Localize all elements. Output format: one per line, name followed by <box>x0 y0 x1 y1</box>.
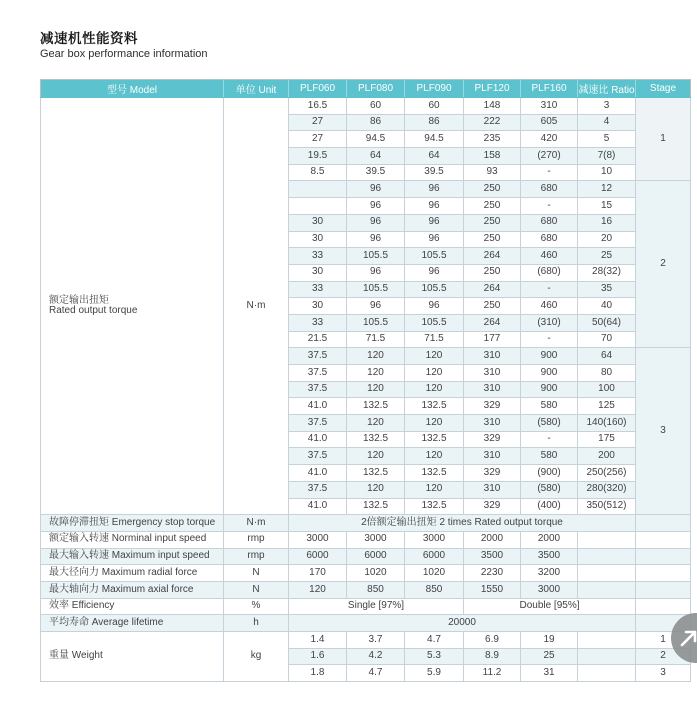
table-cell: 39.5 <box>347 164 405 181</box>
stage-cell: 1 <box>636 98 691 181</box>
table-cell: (310) <box>521 314 578 331</box>
table-cell: 350(512) <box>578 498 636 515</box>
table-cell: 41.0 <box>289 431 347 448</box>
table-cell: 71.5 <box>347 331 405 348</box>
table-cell: 37.5 <box>289 481 347 498</box>
table-cell: 64 <box>405 148 464 165</box>
table-row <box>41 98 691 115</box>
table-cell: 3000 <box>347 531 405 548</box>
table-cell: 8.9 <box>464 648 521 665</box>
table-cell: 33 <box>289 314 347 331</box>
table-cell: 5.3 <box>405 648 464 665</box>
table-cell: 120 <box>347 448 405 465</box>
page-title: 减速机性能资料 <box>40 31 138 46</box>
table-cell: 132.5 <box>405 498 464 515</box>
table-cell: 16 <box>578 214 636 231</box>
column-header: PLF080 <box>347 80 405 98</box>
table-cell: 264 <box>464 248 521 265</box>
table-cell: 250 <box>464 231 521 248</box>
table-cell: 96 <box>405 231 464 248</box>
table-cell: 329 <box>464 465 521 482</box>
table-cell: 120 <box>405 348 464 365</box>
table-cell: 170 <box>289 565 347 582</box>
table-cell: - <box>521 198 578 215</box>
table-cell: (270) <box>521 148 578 165</box>
table-cell: 1550 <box>464 581 521 598</box>
table-header-row <box>41 80 691 98</box>
table-cell: 30 <box>289 214 347 231</box>
table-cell: 25 <box>521 648 578 665</box>
table-cell: 8.5 <box>289 164 347 181</box>
table-row <box>41 565 691 582</box>
table-cell: 35 <box>578 281 636 298</box>
table-cell: 96 <box>347 298 405 315</box>
table-cell: 105.5 <box>347 248 405 265</box>
table-cell: 105.5 <box>405 314 464 331</box>
table-cell: 310 <box>464 481 521 498</box>
table-cell: 329 <box>464 498 521 515</box>
table-cell: 120 <box>405 481 464 498</box>
table-cell <box>578 531 636 548</box>
table-cell: 120 <box>347 415 405 432</box>
table-cell: 605 <box>521 114 578 131</box>
table-cell: 4 <box>578 114 636 131</box>
page-subtitle: Gear box performance information <box>40 48 208 60</box>
table-cell: 280(320) <box>578 481 636 498</box>
table-cell: (900) <box>521 465 578 482</box>
table-cell: - <box>521 164 578 181</box>
column-header: PLF090 <box>405 80 464 98</box>
table-cell: 264 <box>464 314 521 331</box>
table-cell: 2230 <box>464 565 521 582</box>
table-cell: 250 <box>464 181 521 198</box>
table-cell: 27 <box>289 114 347 131</box>
table-cell: 37.5 <box>289 381 347 398</box>
table-cell: 93 <box>464 164 521 181</box>
table-cell: 120 <box>405 448 464 465</box>
table-cell: 64 <box>578 348 636 365</box>
table-cell: 310 <box>521 98 578 115</box>
table-cell: 28(32) <box>578 264 636 281</box>
table-cell: 175 <box>578 431 636 448</box>
table-cell: 60 <box>347 98 405 115</box>
table-cell: - <box>521 431 578 448</box>
stage-cell: 3 <box>636 665 691 682</box>
table-cell: 3000 <box>289 531 347 548</box>
table-cell: 70 <box>578 331 636 348</box>
table-cell: 158 <box>464 148 521 165</box>
table-cell: 37.5 <box>289 348 347 365</box>
table-cell: 6.9 <box>464 632 521 649</box>
table-cell: 460 <box>521 298 578 315</box>
table-cell: 60 <box>405 98 464 115</box>
table-cell: 120 <box>289 581 347 598</box>
table-cell: 96 <box>347 214 405 231</box>
unit-cell: N·m <box>224 98 289 515</box>
table-cell: 105.5 <box>405 281 464 298</box>
table-cell: 420 <box>521 131 578 148</box>
spec-label: 平均寿命 Average lifetime <box>41 615 224 632</box>
table-cell: 580 <box>521 398 578 415</box>
stage-cell: 2 <box>636 648 691 665</box>
merged-value-cell: Single [97%] <box>289 598 464 615</box>
table-cell: 37.5 <box>289 415 347 432</box>
table-cell: 3 <box>578 98 636 115</box>
table-cell: 30 <box>289 298 347 315</box>
rated-output-torque-label: 额定输出扭矩 Rated output torque <box>41 98 224 515</box>
table-cell: 132.5 <box>347 465 405 482</box>
table-cell: 580 <box>521 448 578 465</box>
unit-cell: rmp <box>224 548 289 565</box>
spec-label: 最大轴向力 Maximum axial force <box>41 581 224 598</box>
table-cell: 310 <box>464 448 521 465</box>
table-cell: 140(160) <box>578 415 636 432</box>
table-cell: 310 <box>464 381 521 398</box>
table-cell: 4.2 <box>347 648 405 665</box>
table-cell: 94.5 <box>347 131 405 148</box>
table-cell: 94.5 <box>405 131 464 148</box>
table-cell: 96 <box>347 181 405 198</box>
table-row <box>41 548 691 565</box>
table-row <box>41 581 691 598</box>
table-cell: (400) <box>521 498 578 515</box>
table-cell: 39.5 <box>405 164 464 181</box>
unit-cell: % <box>224 598 289 615</box>
table-cell: 96 <box>347 231 405 248</box>
table-cell: 120 <box>405 381 464 398</box>
table-row <box>41 632 691 649</box>
unit-cell: N·m <box>224 515 289 532</box>
table-cell: 900 <box>521 365 578 382</box>
column-header: PLF060 <box>289 80 347 98</box>
table-cell: 40 <box>578 298 636 315</box>
spec-label: 故障停滞扭矩 Emergency stop torque <box>41 515 224 532</box>
table-cell: 96 <box>405 214 464 231</box>
table-cell: 460 <box>521 248 578 265</box>
table-cell: 329 <box>464 431 521 448</box>
table-cell: 5 <box>578 131 636 148</box>
table-cell <box>578 632 636 649</box>
table-cell <box>636 548 691 565</box>
table-cell <box>636 565 691 582</box>
column-header: 减速比 Ratio <box>578 80 636 98</box>
table-cell: 132.5 <box>405 398 464 415</box>
table-cell: 132.5 <box>347 431 405 448</box>
table-cell: 3500 <box>521 548 578 565</box>
table-cell: 30 <box>289 264 347 281</box>
table-cell: 50(64) <box>578 314 636 331</box>
table-cell: 132.5 <box>347 398 405 415</box>
table-cell: 6000 <box>405 548 464 565</box>
table-cell <box>578 648 636 665</box>
table-cell: 15 <box>578 198 636 215</box>
spec-label: 额定输入转速 Norminal input speed <box>41 531 224 548</box>
stage-cell: 2 <box>636 181 691 348</box>
table-cell: 148 <box>464 98 521 115</box>
table-cell: 120 <box>405 365 464 382</box>
table-cell: 680 <box>521 231 578 248</box>
table-cell: 30 <box>289 231 347 248</box>
table-cell: 37.5 <box>289 448 347 465</box>
table-cell: (580) <box>521 415 578 432</box>
table-cell: 177 <box>464 331 521 348</box>
table-cell: 41.0 <box>289 398 347 415</box>
table-cell: 96 <box>405 181 464 198</box>
table-cell: 120 <box>405 415 464 432</box>
table-cell: 5.9 <box>405 665 464 682</box>
unit-cell: rmp <box>224 531 289 548</box>
table-cell: 310 <box>464 348 521 365</box>
table-cell: 12 <box>578 181 636 198</box>
table-cell: (680) <box>521 264 578 281</box>
spec-label: 最大输入转速 Maximum input speed <box>41 548 224 565</box>
table-cell: 250(256) <box>578 465 636 482</box>
arrow-up-right-icon <box>676 625 697 651</box>
table-cell: 96 <box>347 198 405 215</box>
table-cell: 120 <box>347 481 405 498</box>
table-cell: 3000 <box>405 531 464 548</box>
unit-cell: kg <box>224 632 289 682</box>
table-row <box>41 515 691 532</box>
table-cell: 3000 <box>521 581 578 598</box>
table-cell: 329 <box>464 398 521 415</box>
table-cell: 2000 <box>521 531 578 548</box>
table-cell: 96 <box>405 198 464 215</box>
table-cell: 3200 <box>521 565 578 582</box>
table-cell: 19.5 <box>289 148 347 165</box>
merged-value-cell: 2倍额定输出扭矩 2 times Rated output torque <box>289 515 636 532</box>
table-cell: 86 <box>405 114 464 131</box>
table-cell: 20 <box>578 231 636 248</box>
table-cell: 16.5 <box>289 98 347 115</box>
table-cell: 250 <box>464 298 521 315</box>
table-cell: 6000 <box>347 548 405 565</box>
table-cell: 200 <box>578 448 636 465</box>
spec-label: 效率 Efficiency <box>41 598 224 615</box>
unit-cell: N <box>224 581 289 598</box>
column-header: Stage <box>636 80 691 98</box>
table-cell: 900 <box>521 348 578 365</box>
column-header: 单位 Unit <box>224 80 289 98</box>
table-cell: 105.5 <box>347 281 405 298</box>
table-row <box>41 615 691 632</box>
table-cell: 1.8 <box>289 665 347 682</box>
table-cell <box>636 598 691 615</box>
table-cell: 120 <box>347 365 405 382</box>
table-cell: 80 <box>578 365 636 382</box>
stage-cell: 3 <box>636 348 691 515</box>
table-row <box>41 598 691 615</box>
table-cell: 33 <box>289 248 347 265</box>
table-cell: 96 <box>347 264 405 281</box>
performance-table <box>40 79 691 682</box>
table-cell: 33 <box>289 281 347 298</box>
column-header: PLF160 <box>521 80 578 98</box>
table-cell: 10 <box>578 164 636 181</box>
table-cell: 96 <box>405 264 464 281</box>
table-cell <box>578 548 636 565</box>
table-cell: 2000 <box>464 531 521 548</box>
table-cell: 310 <box>464 365 521 382</box>
table-cell: 1020 <box>347 565 405 582</box>
table-cell: 250 <box>464 214 521 231</box>
table-cell: 86 <box>347 114 405 131</box>
table-cell: 850 <box>347 581 405 598</box>
weight-label: 重量 Weight <box>41 632 224 682</box>
spec-label: 最大径向力 Maximum radial force <box>41 565 224 582</box>
merged-value-cell: Double [95%] <box>464 598 636 615</box>
table-cell: 125 <box>578 398 636 415</box>
table-cell <box>578 581 636 598</box>
table-cell: 132.5 <box>405 431 464 448</box>
table-cell: 222 <box>464 114 521 131</box>
table-cell <box>289 181 347 198</box>
table-cell: 250 <box>464 198 521 215</box>
table-cell: 900 <box>521 381 578 398</box>
table-cell: 3500 <box>464 548 521 565</box>
table-cell: 105.5 <box>347 314 405 331</box>
table-cell: 120 <box>347 348 405 365</box>
table-cell: 105.5 <box>405 248 464 265</box>
table-cell: 64 <box>347 148 405 165</box>
table-cell: 25 <box>578 248 636 265</box>
table-cell: 235 <box>464 131 521 148</box>
table-cell: 120 <box>347 381 405 398</box>
table-cell: 680 <box>521 181 578 198</box>
table-cell: 37.5 <box>289 365 347 382</box>
table-cell <box>636 515 691 532</box>
table-row <box>41 531 691 548</box>
table-cell: 6000 <box>289 548 347 565</box>
table-cell: 27 <box>289 131 347 148</box>
table-cell <box>289 198 347 215</box>
table-cell <box>578 565 636 582</box>
table-cell: 132.5 <box>405 465 464 482</box>
table-cell: - <box>521 281 578 298</box>
table-cell: 850 <box>405 581 464 598</box>
table-cell: 4.7 <box>347 665 405 682</box>
column-header: 型号 Model <box>41 80 224 98</box>
table-cell: 680 <box>521 214 578 231</box>
table-cell: 21.5 <box>289 331 347 348</box>
table-cell: 100 <box>578 381 636 398</box>
table-cell: 1.6 <box>289 648 347 665</box>
table-cell: 310 <box>464 415 521 432</box>
table-cell: 1020 <box>405 565 464 582</box>
table-cell <box>636 531 691 548</box>
column-header: PLF120 <box>464 80 521 98</box>
table-cell <box>578 665 636 682</box>
table-cell: - <box>521 331 578 348</box>
table-cell: (580) <box>521 481 578 498</box>
table-cell: 96 <box>405 298 464 315</box>
table-cell: 19 <box>521 632 578 649</box>
unit-cell: h <box>224 615 289 632</box>
table-cell: 1.4 <box>289 632 347 649</box>
stage-cell: 1 <box>636 632 691 649</box>
table-cell: 3.7 <box>347 632 405 649</box>
table-cell: 132.5 <box>347 498 405 515</box>
table-cell: 250 <box>464 264 521 281</box>
table-cell: 7(8) <box>578 148 636 165</box>
table-cell: 11.2 <box>464 665 521 682</box>
table-cell: 264 <box>464 281 521 298</box>
table-cell <box>636 581 691 598</box>
table-cell: 41.0 <box>289 465 347 482</box>
table-cell: 31 <box>521 665 578 682</box>
table-cell: 71.5 <box>405 331 464 348</box>
merged-value-cell: 20000 <box>289 615 636 632</box>
table-cell: 4.7 <box>405 632 464 649</box>
unit-cell: N <box>224 565 289 582</box>
table-cell: 41.0 <box>289 498 347 515</box>
